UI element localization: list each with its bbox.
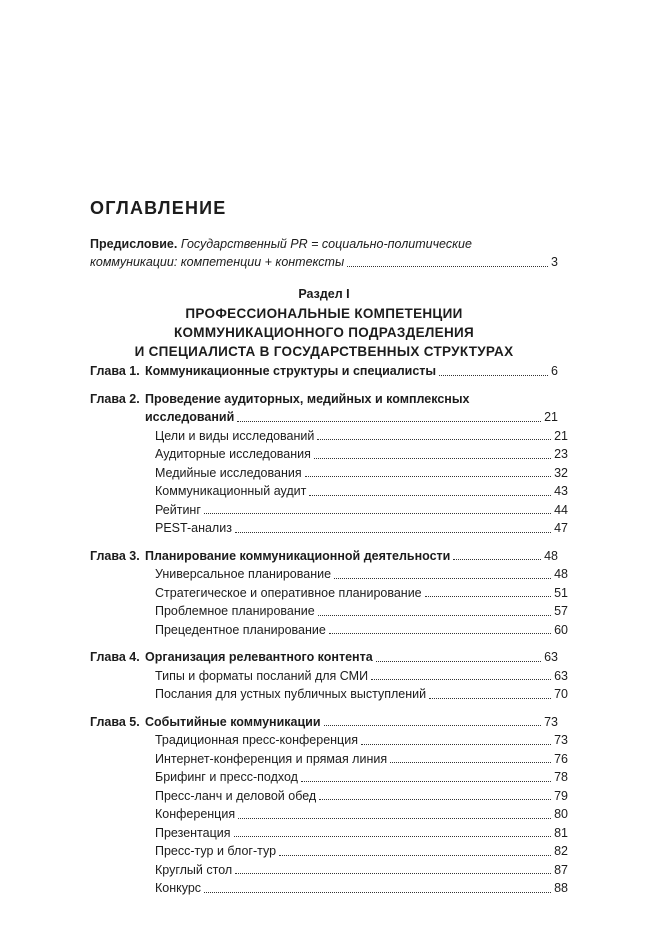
section-title-line: КОММУНИКАЦИОННОГО ПОДРАЗДЕЛЕНИЯ	[173, 325, 475, 340]
toc-item	[145, 861, 568, 880]
toc-item-title: Послания для устных публичных выступлений	[155, 687, 427, 701]
chapter-entry	[90, 713, 568, 898]
toc-item	[145, 685, 568, 704]
dot-leader	[319, 798, 551, 800]
toc-item-title: Типы и форматы посланий для СМИ	[155, 668, 369, 683]
preface-line-2	[90, 253, 558, 272]
toc-item	[145, 879, 568, 898]
dot-leader	[279, 854, 551, 856]
toc-item-title: Круглый стол	[155, 862, 233, 877]
toc-item-page: 60	[554, 622, 568, 637]
preface-title-line-2: коммуникации: компетенции + контексты	[90, 255, 345, 269]
dot-leader	[347, 265, 548, 267]
preface-line-1	[90, 236, 558, 253]
dot-leader	[204, 891, 551, 893]
chapter-label: Глава 1.	[90, 364, 140, 378]
preface-entry	[90, 236, 558, 272]
chapter-page: 73	[544, 714, 558, 729]
toc-item-title: Конкурс	[155, 881, 202, 895]
dot-leader	[324, 724, 542, 726]
toc-item	[145, 621, 568, 640]
toc-item	[145, 519, 568, 538]
toc-item	[145, 768, 568, 787]
toc-item-page: 21	[554, 428, 568, 443]
chapter-body	[145, 713, 568, 898]
toc-item-page: 82	[554, 844, 568, 858]
dot-leader	[305, 475, 551, 477]
chapter-title: Планирование коммуникационной деятельности	[145, 548, 451, 563]
toc-item-title: Конференция	[155, 807, 236, 821]
section-heading	[90, 285, 558, 361]
toc-item-title: Традиционная пресс-конференция	[155, 733, 358, 747]
toc-item-page: 70	[554, 687, 568, 701]
toc-item-page: 79	[554, 788, 568, 803]
chapter-page: 63	[544, 650, 558, 664]
toc-item	[145, 824, 568, 843]
toc-item-title: Универсальное планирование	[155, 567, 332, 581]
toc-item-page: 57	[554, 604, 568, 618]
toc-item-title: Прецедентное планирование	[155, 622, 326, 637]
chapter-page: 21	[544, 410, 558, 424]
toc-item-page: 63	[554, 668, 568, 683]
toc-item-title: Медийные исследования	[155, 465, 302, 480]
preface-label: Предисловие.	[90, 237, 178, 251]
page-title: ОГЛАВЛЕНИЕ	[90, 198, 227, 218]
toc-item-title: PEST-анализ	[155, 521, 232, 535]
toc-item	[145, 565, 568, 584]
toc-item-page: 78	[554, 770, 568, 784]
dot-leader	[204, 512, 551, 514]
chapter-title: Событийные коммуникации	[145, 714, 321, 729]
toc-item-title: Цели и виды исследований	[155, 428, 315, 443]
toc-item-title: Брифинг и пресс-подход	[155, 770, 298, 784]
chapter-body	[145, 547, 568, 640]
toc-item	[145, 805, 568, 824]
dot-leader	[376, 660, 541, 662]
dot-leader	[301, 780, 551, 782]
chapter-list	[90, 362, 568, 907]
toc-item-title: Пресс-тур и блог-тур	[155, 844, 277, 858]
chapter	[145, 547, 558, 566]
dot-leader	[439, 374, 548, 376]
chapter-page: 6	[551, 364, 558, 378]
toc-item	[145, 464, 568, 483]
dot-leader	[235, 872, 551, 874]
toc-item	[145, 602, 568, 621]
toc-item-page: 76	[554, 751, 568, 766]
preface-page: 3	[551, 255, 558, 269]
toc-item	[145, 445, 568, 464]
toc-item-title: Проблемное планирование	[155, 604, 315, 618]
chapter-entry	[90, 390, 568, 538]
dot-leader	[371, 678, 551, 680]
section-title-line: ПРОФЕССИОНАЛЬНЫЕ КОМПЕТЕНЦИИ	[185, 306, 463, 321]
toc-item-page: 51	[554, 585, 568, 600]
toc-item	[145, 667, 568, 686]
chapter-title: исследований	[145, 410, 235, 424]
chapter-title: Коммуникационные структуры и специалисты	[145, 364, 437, 378]
dot-leader	[390, 761, 551, 763]
toc-item-page: 23	[554, 447, 568, 461]
chapter-entry	[90, 362, 558, 381]
dot-leader	[425, 595, 551, 597]
toc-item-page: 80	[554, 807, 568, 821]
toc-item	[145, 427, 568, 446]
toc-item	[145, 750, 568, 769]
dot-leader	[317, 438, 551, 440]
chapter-title-line-1: Проведение аудиторных, медийных и комплексных	[145, 391, 470, 406]
toc-item-page: 81	[554, 825, 568, 840]
dot-leader	[238, 817, 551, 819]
toc-item-title: Стратегическое и оперативное планирование	[155, 585, 422, 600]
toc-item-page: 47	[554, 521, 568, 535]
toc-item-title: Рейтинг	[155, 502, 201, 517]
toc-item-page: 87	[554, 862, 568, 877]
chapter-entry	[90, 547, 568, 640]
chapter-label: Глава 5.	[90, 714, 140, 729]
toc-item-title: Коммуникационный аудит	[155, 484, 307, 498]
toc-item-page: 88	[554, 881, 568, 895]
section-number: Раздел I	[298, 287, 350, 301]
preface-title-line-1: Государственный PR = социально-политические	[180, 237, 472, 251]
toc-item	[145, 731, 568, 750]
chapter	[145, 648, 558, 667]
chapter-title: Организация релевантного контента	[145, 650, 373, 664]
chapter-body	[145, 362, 558, 381]
toc-item-page: 48	[554, 567, 568, 581]
chapter	[145, 408, 558, 427]
chapter-entry	[90, 648, 568, 704]
chapter-label: Глава 2.	[90, 391, 140, 406]
dot-leader	[309, 494, 551, 496]
toc-item-page: 44	[554, 502, 568, 517]
toc-item-title: Интернет-конференция и прямая линия	[155, 751, 388, 766]
dot-leader	[318, 614, 551, 616]
chapter-label: Глава 3.	[90, 548, 140, 563]
toc-item-page: 43	[554, 484, 568, 498]
toc-item-page: 73	[554, 733, 568, 747]
dot-leader	[429, 697, 551, 699]
toc-item	[145, 501, 568, 520]
toc-item	[145, 842, 568, 861]
chapter-label: Глава 4.	[90, 650, 140, 664]
dot-leader	[334, 577, 551, 579]
dot-leader	[314, 457, 551, 459]
toc-item	[145, 787, 568, 806]
chapter-body	[145, 648, 568, 704]
dot-leader	[235, 531, 551, 533]
chapter-page: 48	[544, 548, 558, 563]
chapter-body	[145, 390, 568, 538]
dot-leader	[361, 743, 551, 745]
dot-leader	[329, 632, 551, 634]
dot-leader	[234, 835, 552, 837]
chapter	[145, 362, 558, 381]
section-title-line: И СПЕЦИАЛИСТА В ГОСУДАРСТВЕННЫХ СТРУКТУРАХ	[134, 344, 514, 359]
toc-item-title: Пресс-ланч и деловой обед	[155, 788, 317, 803]
toc-item-title: Презентация	[155, 825, 231, 840]
dot-leader	[453, 558, 541, 560]
toc-item	[145, 584, 568, 603]
toc-item	[145, 482, 568, 501]
toc-item-page: 32	[554, 465, 568, 480]
toc-item-title: Аудиторные исследования	[155, 447, 311, 461]
chapter	[145, 713, 558, 732]
dot-leader	[237, 420, 541, 422]
